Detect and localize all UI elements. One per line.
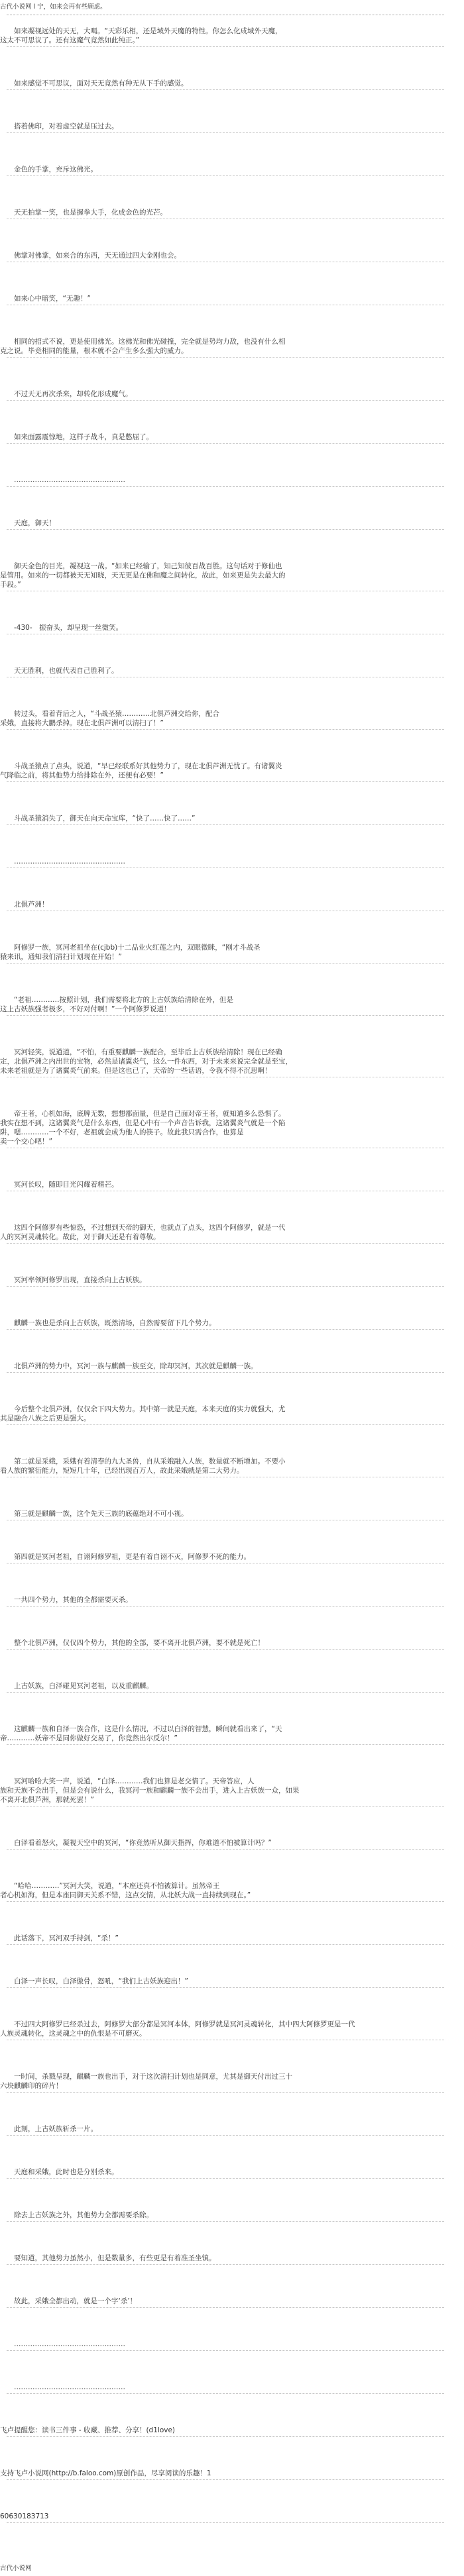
paragraph bbox=[0, 900, 457, 909]
paragraph bbox=[0, 2426, 457, 2435]
paragraph bbox=[0, 337, 457, 356]
paragraph-line: 斗战圣猿消失了，御天在向天命宝库，“快了……快了……” bbox=[0, 815, 196, 822]
paragraph-line: 人族灵魂转化，这灵魂之中的仇恨是不可磨灭。 bbox=[0, 2030, 146, 2038]
paragraph bbox=[0, 2124, 457, 2134]
paragraph-divider bbox=[7, 2221, 444, 2222]
paragraph bbox=[0, 251, 457, 260]
paragraph-divider bbox=[7, 963, 444, 964]
paragraph-line: 白泽一声长叹，白泽傲骨，怒吼，“我们上古妖族迎出！” bbox=[0, 1977, 188, 1985]
paragraph-line: 者心机如海，但是本座同御天关系不错，这点交情，从北妖大战一直持续到现在。” bbox=[0, 1891, 251, 1899]
paragraph-line: 一共四个势力，其他的全都需要灭杀。 bbox=[0, 1596, 133, 1604]
paragraph-divider bbox=[7, 2178, 444, 2179]
paragraph-line: 要知道，其他势力虽然小，但是数量多，有些更是有着准圣坐镇。 bbox=[0, 2254, 216, 2262]
paragraph bbox=[0, 2210, 457, 2220]
paragraph-line: 天庭和采娥，此时也是分别杀来。 bbox=[0, 2168, 119, 2176]
paragraph-line: 北俱芦洲的势力中，冥河一族与麒麟一族至交，除却冥河，其次就是麒麟一族。 bbox=[0, 1362, 258, 1370]
paragraph-line: ………………………………………… bbox=[0, 858, 125, 866]
paragraph-line: 天庭，御天！ bbox=[0, 519, 56, 527]
paragraph-line: 猿来讯，通知我们清扫计划现在开始！” bbox=[0, 953, 122, 961]
paragraph bbox=[0, 1681, 457, 1691]
paragraph-line: “哈哈…………”冥河大笑，说道，“本座还真不怕被算计。虽然帝王 bbox=[0, 1882, 220, 1890]
paragraph bbox=[0, 2297, 457, 2306]
paragraph bbox=[0, 79, 457, 88]
paragraph bbox=[0, 2340, 457, 2349]
paragraph-divider bbox=[7, 46, 444, 47]
paragraph-line: 如来面露震惊地，这样子战斗，真是憋屈了。 bbox=[0, 433, 153, 441]
paragraph-divider bbox=[7, 1372, 444, 1373]
paragraph-line: 佛掌对佛掌，如来合的东西，天无通过四大金刚也会。 bbox=[0, 252, 181, 260]
paragraph bbox=[0, 2512, 457, 2521]
paragraph-divider bbox=[7, 400, 444, 401]
paragraph bbox=[0, 562, 457, 589]
paragraph-line: “老祖…………按照计划，我们需要将北方的上古妖族给清除在外，但是 bbox=[0, 996, 233, 1004]
paragraph-divider bbox=[7, 2307, 444, 2308]
paragraph bbox=[0, 857, 457, 866]
paragraph-line: 冥河哈哈大笑一声，说道，“白泽…………我们也算是老交情了。天帝答应，人 bbox=[0, 1777, 255, 1785]
paragraph-line: 上古妖族，白泽碰见冥河老祖，以及重麒麟。 bbox=[0, 1682, 153, 1690]
paragraph-line: 如来凝视远处的天无，大喝。“天彩乐相，还是域外天魔的特性。你怎么化成域外天魔， bbox=[0, 27, 282, 35]
paragraph bbox=[0, 2254, 457, 2263]
paragraph bbox=[0, 995, 457, 1014]
paragraph-line: 冥河轻笑，说道道，“不怕，有重要麒麟一族配合，至毕后上古妖族给清除！现在已经确 bbox=[0, 1048, 282, 1056]
paragraph-line: 帝王者，心机如海，底牌无数，想想都面量，但是自己面对帝王者，就知道多么恐惧了。 bbox=[0, 1110, 286, 1118]
paragraph-line: 这上古妖族强者极多，不好对付啊！”一个阿修罗说道！ bbox=[0, 1005, 171, 1013]
paragraph bbox=[0, 1881, 457, 1900]
paragraph bbox=[0, 1457, 457, 1475]
paragraph-divider bbox=[7, 1987, 444, 1988]
paragraph-line: 卖一个交心吧！” bbox=[0, 1138, 52, 1146]
paragraph-divider bbox=[7, 781, 444, 782]
paragraph-divider bbox=[7, 175, 444, 176]
paragraph-line: 未来老祖就是为了诸翼炎气前来。但是这也已了，天帝的一些话语，令我不得不沉思啊！ bbox=[0, 1067, 272, 1075]
paragraph-divider bbox=[7, 1329, 444, 1330]
paragraph-line: 阿修罗一族，冥河老祖坐在(cjbb)十二品业火红莲之内，双眼微眯，“刚才斗战圣 bbox=[0, 944, 261, 952]
paragraph bbox=[0, 1934, 457, 1943]
paragraph bbox=[0, 1638, 457, 1648]
paragraph bbox=[0, 1362, 457, 1371]
paragraph-line: 整个北俱芦洲，仅仅四个势力，其他的全部，要不离开北俱芦洲，要不就是死亡！ bbox=[0, 1639, 264, 1647]
paragraph bbox=[0, 1109, 457, 1146]
paragraph bbox=[0, 1180, 457, 1189]
paragraph-line: 北俱芦洲！ bbox=[0, 901, 49, 909]
paragraph-divider bbox=[7, 2135, 444, 2136]
paragraph-line: 飞卢提醒您：读书三件事 - 收藏、推荐、分享！(d1love) bbox=[0, 2426, 176, 2434]
paragraph bbox=[0, 432, 457, 442]
paragraph bbox=[0, 1977, 457, 1986]
paragraph-line: 天无胜利，也就代表自己胜利了。 bbox=[0, 667, 119, 675]
paragraph-line: 克之说。毕竟相同的能量，根本就不会产生多么强大的威力。 bbox=[0, 347, 188, 355]
paragraph-divider bbox=[7, 132, 444, 133]
paragraph-line: 阱，嗯…………一个不好，老祖就会成为他人的筷子。故此我只需合作，也算是 bbox=[0, 1128, 244, 1136]
paragraph-line: 60630183713 bbox=[0, 2512, 49, 2520]
paragraph bbox=[0, 1223, 457, 1242]
paragraph-divider bbox=[7, 2479, 444, 2480]
paragraph-divider bbox=[7, 1649, 444, 1650]
paragraph-line: 搭着佛印，对着虚空就是压过去。 bbox=[0, 123, 119, 130]
paragraph-line: 天无拍掌一笑，也是握拳大手，化成金色的光芒。 bbox=[0, 209, 167, 217]
paragraph-line: 定，北俱芦洲之内出世的宝物，必然是诸翼炎气，这么一件东西，对于未来来说完全就是至宝， bbox=[0, 1058, 292, 1065]
paragraph-line: 冥河率领阿修罗出现，直接杀向上古妖族。 bbox=[0, 1276, 146, 1284]
paragraph-divider bbox=[7, 2264, 444, 2265]
paragraph bbox=[0, 519, 457, 528]
paragraph-line: 人的冥河灵魂转化。故此，对于御天还是有着尊敬。 bbox=[0, 1233, 160, 1241]
paragraph-line: 采娥，直接将大鹏杀掉。现在北俱芦洲可以清扫了！” bbox=[0, 719, 164, 727]
paragraph-line: 帝…………妖帝不是同你做好交易了，你竟然出尔反尔！” bbox=[0, 1734, 178, 1742]
paragraph-divider bbox=[7, 1806, 444, 1807]
paragraph-divider bbox=[7, 1901, 444, 1902]
paragraph-divider bbox=[7, 443, 444, 444]
page-footer bbox=[0, 2564, 464, 2573]
paragraph bbox=[0, 666, 457, 675]
paragraph-divider bbox=[7, 486, 444, 487]
paragraph-line: 这太不可思议了。还有这魔气竟然如此纯正。” bbox=[0, 36, 140, 44]
paragraph-line: 如来心中暗笑，“无趣！” bbox=[0, 295, 91, 303]
paragraph-divider bbox=[7, 1744, 444, 1745]
paragraph-line: 除去上古妖族之外，其他势力全都需要杀除。 bbox=[0, 2211, 153, 2219]
paragraph-divider bbox=[7, 2092, 444, 2093]
paragraph bbox=[0, 1318, 457, 1328]
paragraph-line: 这麒麟一族和自泽一族合作，这是什么情况，不过以白泽的智慧，瞬间就看出来了，“天 bbox=[0, 1725, 282, 1733]
paragraph bbox=[0, 814, 457, 823]
paragraph bbox=[0, 165, 457, 174]
paragraph bbox=[0, 2020, 457, 2038]
paragraph bbox=[0, 1595, 457, 1605]
paragraph bbox=[0, 2072, 457, 2091]
paragraph bbox=[0, 475, 457, 485]
paragraph-line: 今后整个北俱芦洲，仅仅余下四大势力。其中第一就是天庭，本来天庭的实力就强大，尤 bbox=[0, 1405, 286, 1413]
paragraph bbox=[0, 1777, 457, 1805]
paragraph-line: 金色的手掌，充斥这佛光。 bbox=[0, 166, 97, 173]
paragraph-line: 不过四大阿修罗已经杀过去，阿修罗大部分都是冥河本体，阿修罗就是冥河灵魂转化，其中四大阿修罗更是一代 bbox=[0, 2020, 355, 2028]
paragraph-line: 六块麒麟印的碎片！ bbox=[0, 2082, 63, 2090]
paragraph-line: 族和天族不会出手，但是会有说什么，我冥河一族和麒麟一族不会出手，进入上古妖族一众，如果 bbox=[0, 1787, 300, 1795]
paragraph bbox=[0, 1275, 457, 1285]
paragraph-divider bbox=[7, 2436, 444, 2437]
paragraph bbox=[0, 623, 457, 632]
paragraph-line: 其是融合八族之后更是强大。 bbox=[0, 1414, 91, 1422]
paragraph-line: 冥河长叹，随即目光闪耀着精芒。 bbox=[0, 1181, 119, 1189]
paragraph-divider bbox=[7, 1944, 444, 1945]
paragraph-divider bbox=[7, 867, 444, 868]
paragraph-line: 气降临之前，将其他势力给排除在外，还便有必要！” bbox=[0, 771, 164, 779]
paragraph-line: 故此，采娥全都出动，就是一个字‘杀’！ bbox=[0, 2297, 137, 2305]
paragraph-line: 此刻，上古妖族斩杀一片。 bbox=[0, 2125, 97, 2133]
paragraph-divider bbox=[7, 1692, 444, 1693]
paragraph bbox=[0, 1838, 457, 1848]
paragraph-divider bbox=[7, 2393, 444, 2394]
paragraph bbox=[0, 1048, 457, 1075]
paragraph bbox=[0, 2469, 457, 2478]
paragraph-line: 白泽看着怒火，凝视天空中的冥河，“你竟然听从御天指挥，你难道不怕被算计吗？” bbox=[0, 1839, 272, 1847]
paragraph-line: ………………………………………… bbox=[0, 2340, 125, 2348]
paragraph-divider bbox=[7, 1424, 444, 1425]
page-header bbox=[0, 3, 464, 12]
paragraph bbox=[0, 122, 457, 131]
paragraph-line: 不离开北俱芦洲，那就死罢！” bbox=[0, 1796, 94, 1804]
paragraph-divider bbox=[7, 2350, 444, 2351]
paragraph-line: 第三就是麒麟一族，这个先天三族的底蕴绝对不可小视。 bbox=[0, 1510, 188, 1518]
paragraph bbox=[0, 2383, 457, 2392]
paragraph-line: 我实在想不到，这诸翼炎气是什么东西，但是心中有一个声音告诉我，这诸翼炎气就是一个陷 bbox=[0, 1119, 286, 1127]
paragraph-divider bbox=[7, 1606, 444, 1607]
paragraph-line: 转过头，看着背后之人，“斗战圣猿…………北俱芦洲交给你，配合 bbox=[0, 710, 219, 718]
paragraph bbox=[0, 1724, 457, 1743]
paragraph bbox=[0, 26, 457, 45]
paragraph-line: -430- 振奋头，却呈现一丝微笑。 bbox=[0, 624, 123, 632]
paragraph-line: 麒麟一族也是杀向上古妖族，既然清场，自然需要留下几个势力。 bbox=[0, 1319, 216, 1327]
paragraph-divider bbox=[7, 824, 444, 825]
paragraph-line: 这四个阿修罗有些惊恐，不过想到天帝的御天，也就点了点头，这四个阿修罗，就是一代 bbox=[0, 1224, 286, 1232]
paragraph-divider bbox=[7, 1243, 444, 1244]
paragraph-line: 第四就是冥河老祖，自诩阿修罗祖，更是有着自诩不灭，阿修罗不死的能力。 bbox=[0, 1553, 251, 1561]
paragraph-line: 第二就是采娥，采娥有着清奉的九大圣兽，自从采娥融入人族，数量就不断增加。不要小 bbox=[0, 1458, 286, 1465]
paragraph-line: 如来感觉不可思议，面对天无竟然有种无从下手的感觉。 bbox=[0, 79, 188, 87]
paragraph bbox=[0, 1509, 457, 1518]
paragraph bbox=[0, 709, 457, 728]
paragraph bbox=[0, 762, 457, 780]
header-text: 古代小说网 l 宁，如来会再有些顾虑。 bbox=[0, 3, 107, 11]
paragraph-divider bbox=[7, 529, 444, 530]
paragraph-line: 手段。” bbox=[0, 581, 21, 589]
paragraph-line: 不过天无再次杀来，却转化形成魔气。 bbox=[0, 390, 133, 398]
paragraph-divider bbox=[7, 729, 444, 730]
paragraph-line: 看人族的繁衍能力，短短几十年，已经出现百万人，故此采娥就是第二大势力。 bbox=[0, 1467, 244, 1475]
paragraph bbox=[0, 389, 457, 399]
paragraph bbox=[0, 943, 457, 962]
paragraph-line: 是管用。如来的一切都被天无知晓，天无更是在佛和魔之间转化，故此，如来更是失去最大的 bbox=[0, 571, 286, 579]
paragraph bbox=[0, 208, 457, 217]
paragraph-divider bbox=[7, 1286, 444, 1287]
paragraph-divider bbox=[7, 2522, 444, 2523]
paragraph-line: ………………………………………… bbox=[0, 2383, 125, 2391]
paragraph-line: 斗战圣猿点了点头，说道，“早已经联系好其他势力了，现在北俱芦洲无忧了。有诸翼炎 bbox=[0, 762, 282, 770]
paragraph-divider bbox=[7, 89, 444, 90]
paragraph bbox=[0, 2167, 457, 2177]
paragraph-divider bbox=[7, 1015, 444, 1016]
paragraph-line: ………………………………………… bbox=[0, 476, 125, 484]
paragraph-line: 此话落下，冥河双手持剑，“杀！” bbox=[0, 1934, 119, 1942]
paragraph-divider bbox=[7, 357, 444, 358]
paragraph bbox=[0, 1552, 457, 1561]
paragraph-line: 御天金色的目光，凝视这一战。“如来已经输了，知己知彼百战百胜。这句话对于修仙也 bbox=[0, 562, 282, 570]
paragraph-line: 一时间，杀戮呈现，麒麟一族也出手，对于这次清扫计划也是同意，尤其是御天付出过三十 bbox=[0, 2073, 292, 2081]
paragraph bbox=[0, 294, 457, 303]
paragraph-line: 相同的招式不说，更是使用佛光。这佛光和佛光碰撞，完全就是势均力敌，也没有什么相 bbox=[0, 338, 286, 346]
paragraph-line: 支持飞卢小说网(http://b.faloo.com)原创作品，尽享阅读的乐趣！1 bbox=[0, 2469, 211, 2477]
footer-text: 古代小说网 bbox=[0, 2565, 32, 2572]
paragraph-divider bbox=[7, 1849, 444, 1850]
paragraph bbox=[0, 1405, 457, 1423]
